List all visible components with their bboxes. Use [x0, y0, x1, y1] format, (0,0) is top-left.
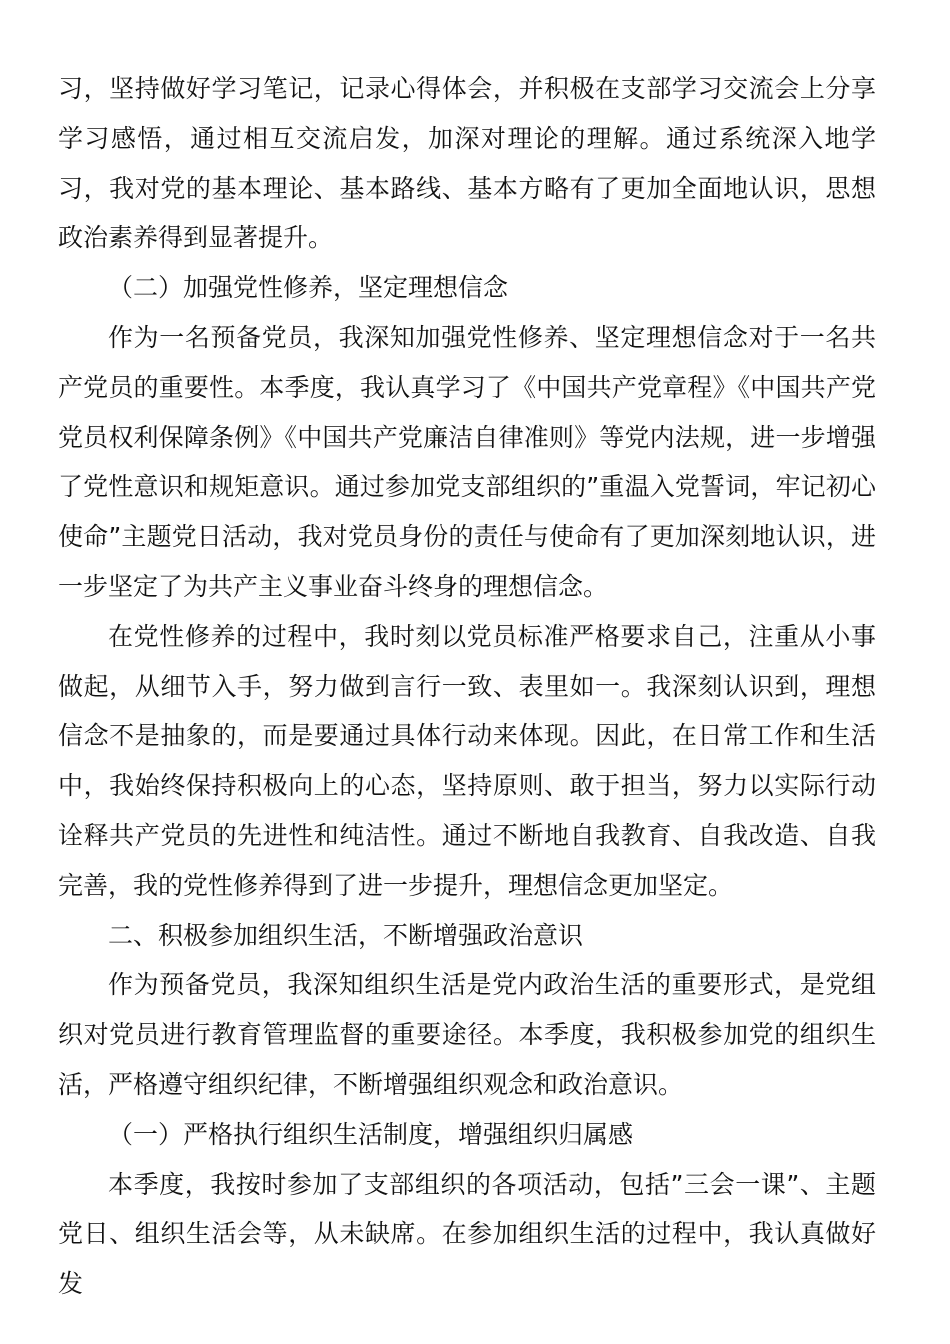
section-heading-organization-life: 二、积极参加组织生活，不断增强政治意识	[108, 920, 584, 950]
document-page	[58, 64, 876, 1309]
paragraph-organization-life: 作为预备党员，我深知组织生活是党内政治生活的重要形式，是党组织对党员进行教育管理监督的重要途径。本季度，我积极参加党的组织生活，严格遵守组织纪律，不断增强组织观念和政治意识。	[58, 970, 876, 1099]
subsection-heading-organization-system: （一）严格执行组织生活制度，增强组织归属感	[108, 1119, 634, 1149]
section-heading-party-spirit: （二）加强党性修养，坚定理想信念	[108, 273, 509, 303]
paragraph-organization-activities: 本季度，我按时参加了支部组织的各项活动，包括”三会一课”、主题党日、组织生活会等，从未缺席。在参加组织生活的过程中，我认真做好发	[58, 1169, 876, 1299]
paragraph-party-spirit: 作为一名预备党员，我深知加强党性修养、坚定理想信念对于一名共产党员的重要性。本季度，我认真学习了《中国共产党章程》《中国共产党党员权利保障条例》《中国共产党廉洁自律准则》等党内法规，进一步增强了党性意识和规矩意识。通过参加党支部组织的”重温入党誓词，牢记初心使命”主题党日活动，我对党员身份的责任与使命有了更加深刻地认识，进一步坚定了为共产主义事业奋斗终身的理想信念。	[58, 322, 876, 601]
paragraph-self-cultivation: 在党性修养的过程中，我时刻以党员标准严格要求自己，注重从小事做起，从细节入手，努力做到言行一致、表里如一。我深刻认识到，理想信念不是抽象的，而是要通过具体行动来体现。因此，在日常工作和生活中，我始终保持积极向上的心态，坚持原则、敢于担当，努力以实际行动诠释共产党员的先进性和纯洁性。通过不断地自我教育、自我改造、自我完善，我的党性修养得到了进一步提升，理想信念更加坚定。	[58, 621, 876, 900]
paragraph-study-continued: 习，坚持做好学习笔记，记录心得体会，并积极在支部学习交流会上分享学习感悟，通过相互交流启发，加深对理论的理解。通过系统深入地学习，我对党的基本理论、基本路线、基本方略有了更加全面地认识，思想政治素养得到显著提升。	[58, 74, 876, 253]
